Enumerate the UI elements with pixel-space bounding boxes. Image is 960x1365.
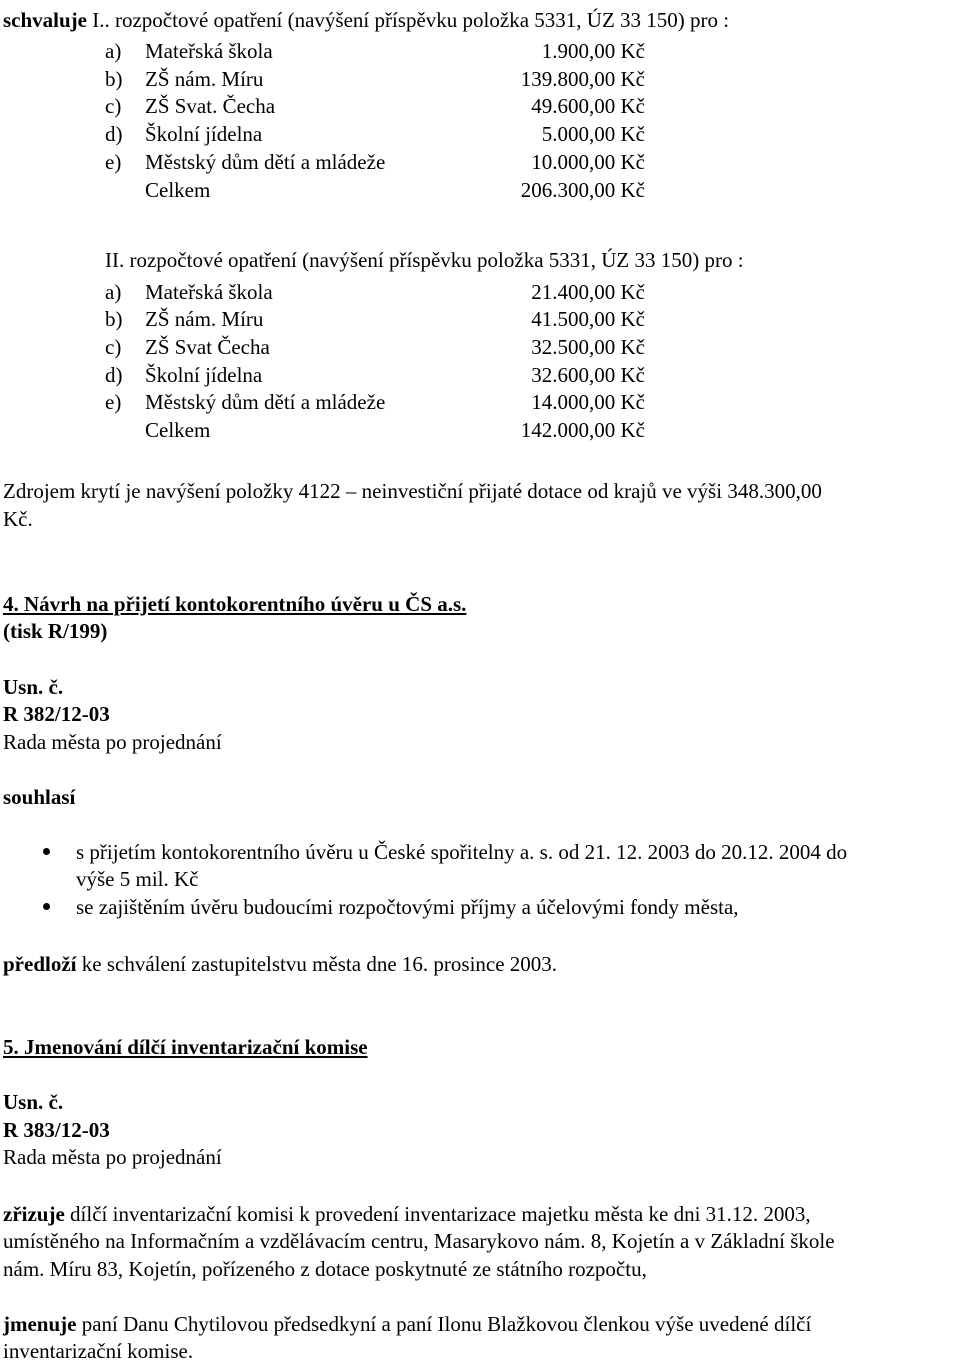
row-letter: b) (105, 307, 123, 331)
table1-row (105, 120, 645, 148)
item-5-heading: 5. Jmenování dílčí inventarizační komise (3, 1035, 368, 1059)
item-4-council: Rada města po projednání (3, 730, 222, 754)
bullet-icon (43, 903, 50, 910)
row-name: ZŠ nám. Míru (145, 307, 264, 331)
row-name: Školní jídelna (145, 122, 263, 146)
row-name: Mateřská škola (145, 39, 273, 63)
table1-row (105, 65, 645, 93)
bullet-1-line2: výše 5 mil. Kč (76, 867, 199, 891)
bullet-2-line1: se zajištěním úvěru budoucími rozpočtovými příjmy a účelovými fondy města, (76, 895, 739, 919)
table2-row (105, 278, 645, 306)
table2-row (105, 333, 645, 361)
table1-row (105, 37, 645, 65)
appoint-verb: jmenuje (3, 1312, 77, 1336)
table2-row (105, 305, 645, 333)
item-5-appoint-line1 (3, 1310, 811, 1338)
row-name: Městský dům dětí a mládeže (145, 390, 386, 414)
appoint-text: paní Danu Chytilovou předsedkyní a paní Ilonu Blažkovou členkou výše uvedené dílčí (76, 1312, 812, 1336)
intro-line (3, 6, 729, 34)
table1-row (105, 148, 645, 176)
row-name: Celkem (145, 178, 211, 202)
funding-text-line2: Kč. (3, 507, 33, 531)
row-amount: 32.500,00 Kč (531, 335, 645, 359)
item-5-establish-line3: nám. Míru 83, Kojetín, pořízeného z dotace poskytnuté ze státního rozpočtu, (3, 1257, 647, 1281)
row-letter: c) (105, 335, 122, 359)
item-5-establish-line1 (3, 1200, 811, 1228)
bullet-1-line1: s přijetím kontokorentního úvěru u České spořitelny a. s. od 21. 12. 2003 do 20.12. 2004 do (76, 840, 848, 864)
row-name: Celkem (145, 418, 211, 442)
row-name: ZŠ nám. Míru (145, 67, 264, 91)
row-amount: 41.500,00 Kč (531, 307, 645, 331)
establish-text: dílčí inventarizační komisi k provedení inventarizace majetku města ke dni 31.12. 2003, (64, 1202, 811, 1226)
item-4-tisk: (tisk R/199) (3, 619, 108, 643)
row-letter: c) (105, 94, 122, 118)
bullet-icon (43, 848, 50, 855)
establish-verb: zřizuje (3, 1202, 65, 1226)
item-4-usn-number: R 382/12-03 (3, 702, 110, 726)
table2-row (105, 361, 645, 389)
row-letter: d) (105, 122, 123, 146)
intro-verb: schvaluje (3, 8, 87, 32)
item-5-appoint-line2: inventarizační komise. (3, 1339, 194, 1363)
row-amount: 1.900,00 Kč (541, 39, 645, 63)
row-name: Městský dům dětí a mládeže (145, 150, 386, 174)
row-name: ZŠ Svat Čecha (145, 335, 270, 359)
row-amount: 5.000,00 Kč (541, 122, 645, 146)
row-amount: 49.600,00 Kč (531, 94, 645, 118)
item-4-submit (3, 950, 557, 978)
row-name: Školní jídelna (145, 363, 263, 387)
row-name: ZŠ Svat. Čecha (145, 94, 276, 118)
item-4-usn-label: Usn. č. (3, 675, 64, 699)
row-amount: 139.800,00 Kč (520, 67, 645, 91)
table2-row (105, 388, 645, 416)
row-amount: 14.000,00 Kč (531, 390, 645, 414)
table1-total-row (105, 176, 645, 204)
row-amount: 32.600,00 Kč (531, 363, 645, 387)
item-4-verb: souhlasí (3, 785, 76, 809)
row-letter: e) (105, 150, 122, 174)
table2-total-row (105, 416, 645, 444)
row-amount: 21.400,00 Kč (531, 280, 645, 304)
row-letter: a) (105, 280, 122, 304)
row-name: Mateřská škola (145, 280, 273, 304)
row-amount: 206.300,00 Kč (520, 178, 645, 202)
item-5-council: Rada města po projednání (3, 1145, 222, 1169)
row-amount: 142.000,00 Kč (520, 418, 645, 442)
submit-text: ke schválení zastupitelstvu města dne 16. prosince 2003. (76, 952, 558, 976)
section-2-heading: II. rozpočtové opatření (navýšení příspěvku položka 5331, ÚZ 33 150) pro : (105, 248, 744, 272)
table1-row (105, 92, 645, 120)
funding-text-line1: Zdrojem krytí je navýšení položky 4122 – neinvestiční přijaté dotace od krajů ve výši 348.300,00 (3, 479, 822, 503)
row-letter: b) (105, 67, 123, 91)
row-amount: 10.000,00 Kč (531, 150, 645, 174)
item-4-heading: 4. Návrh na přijetí kontokorentního úvěru u ČS a.s. (3, 592, 467, 616)
item-5-usn-number: R 383/12-03 (3, 1118, 110, 1142)
intro-text: I.. rozpočtové opatření (navýšení příspěvku položka 5331, ÚZ 33 150) pro : (87, 8, 730, 32)
item-5-establish-line2: umístěného na Informačním a vzdělávacím centru, Masarykovo nám. 8, Kojetín a v Základní škole (3, 1229, 835, 1253)
item-5-usn-label: Usn. č. (3, 1090, 64, 1114)
submit-verb: předloží (3, 952, 77, 976)
row-letter: a) (105, 39, 122, 63)
row-letter: d) (105, 363, 123, 387)
row-letter: e) (105, 390, 122, 414)
